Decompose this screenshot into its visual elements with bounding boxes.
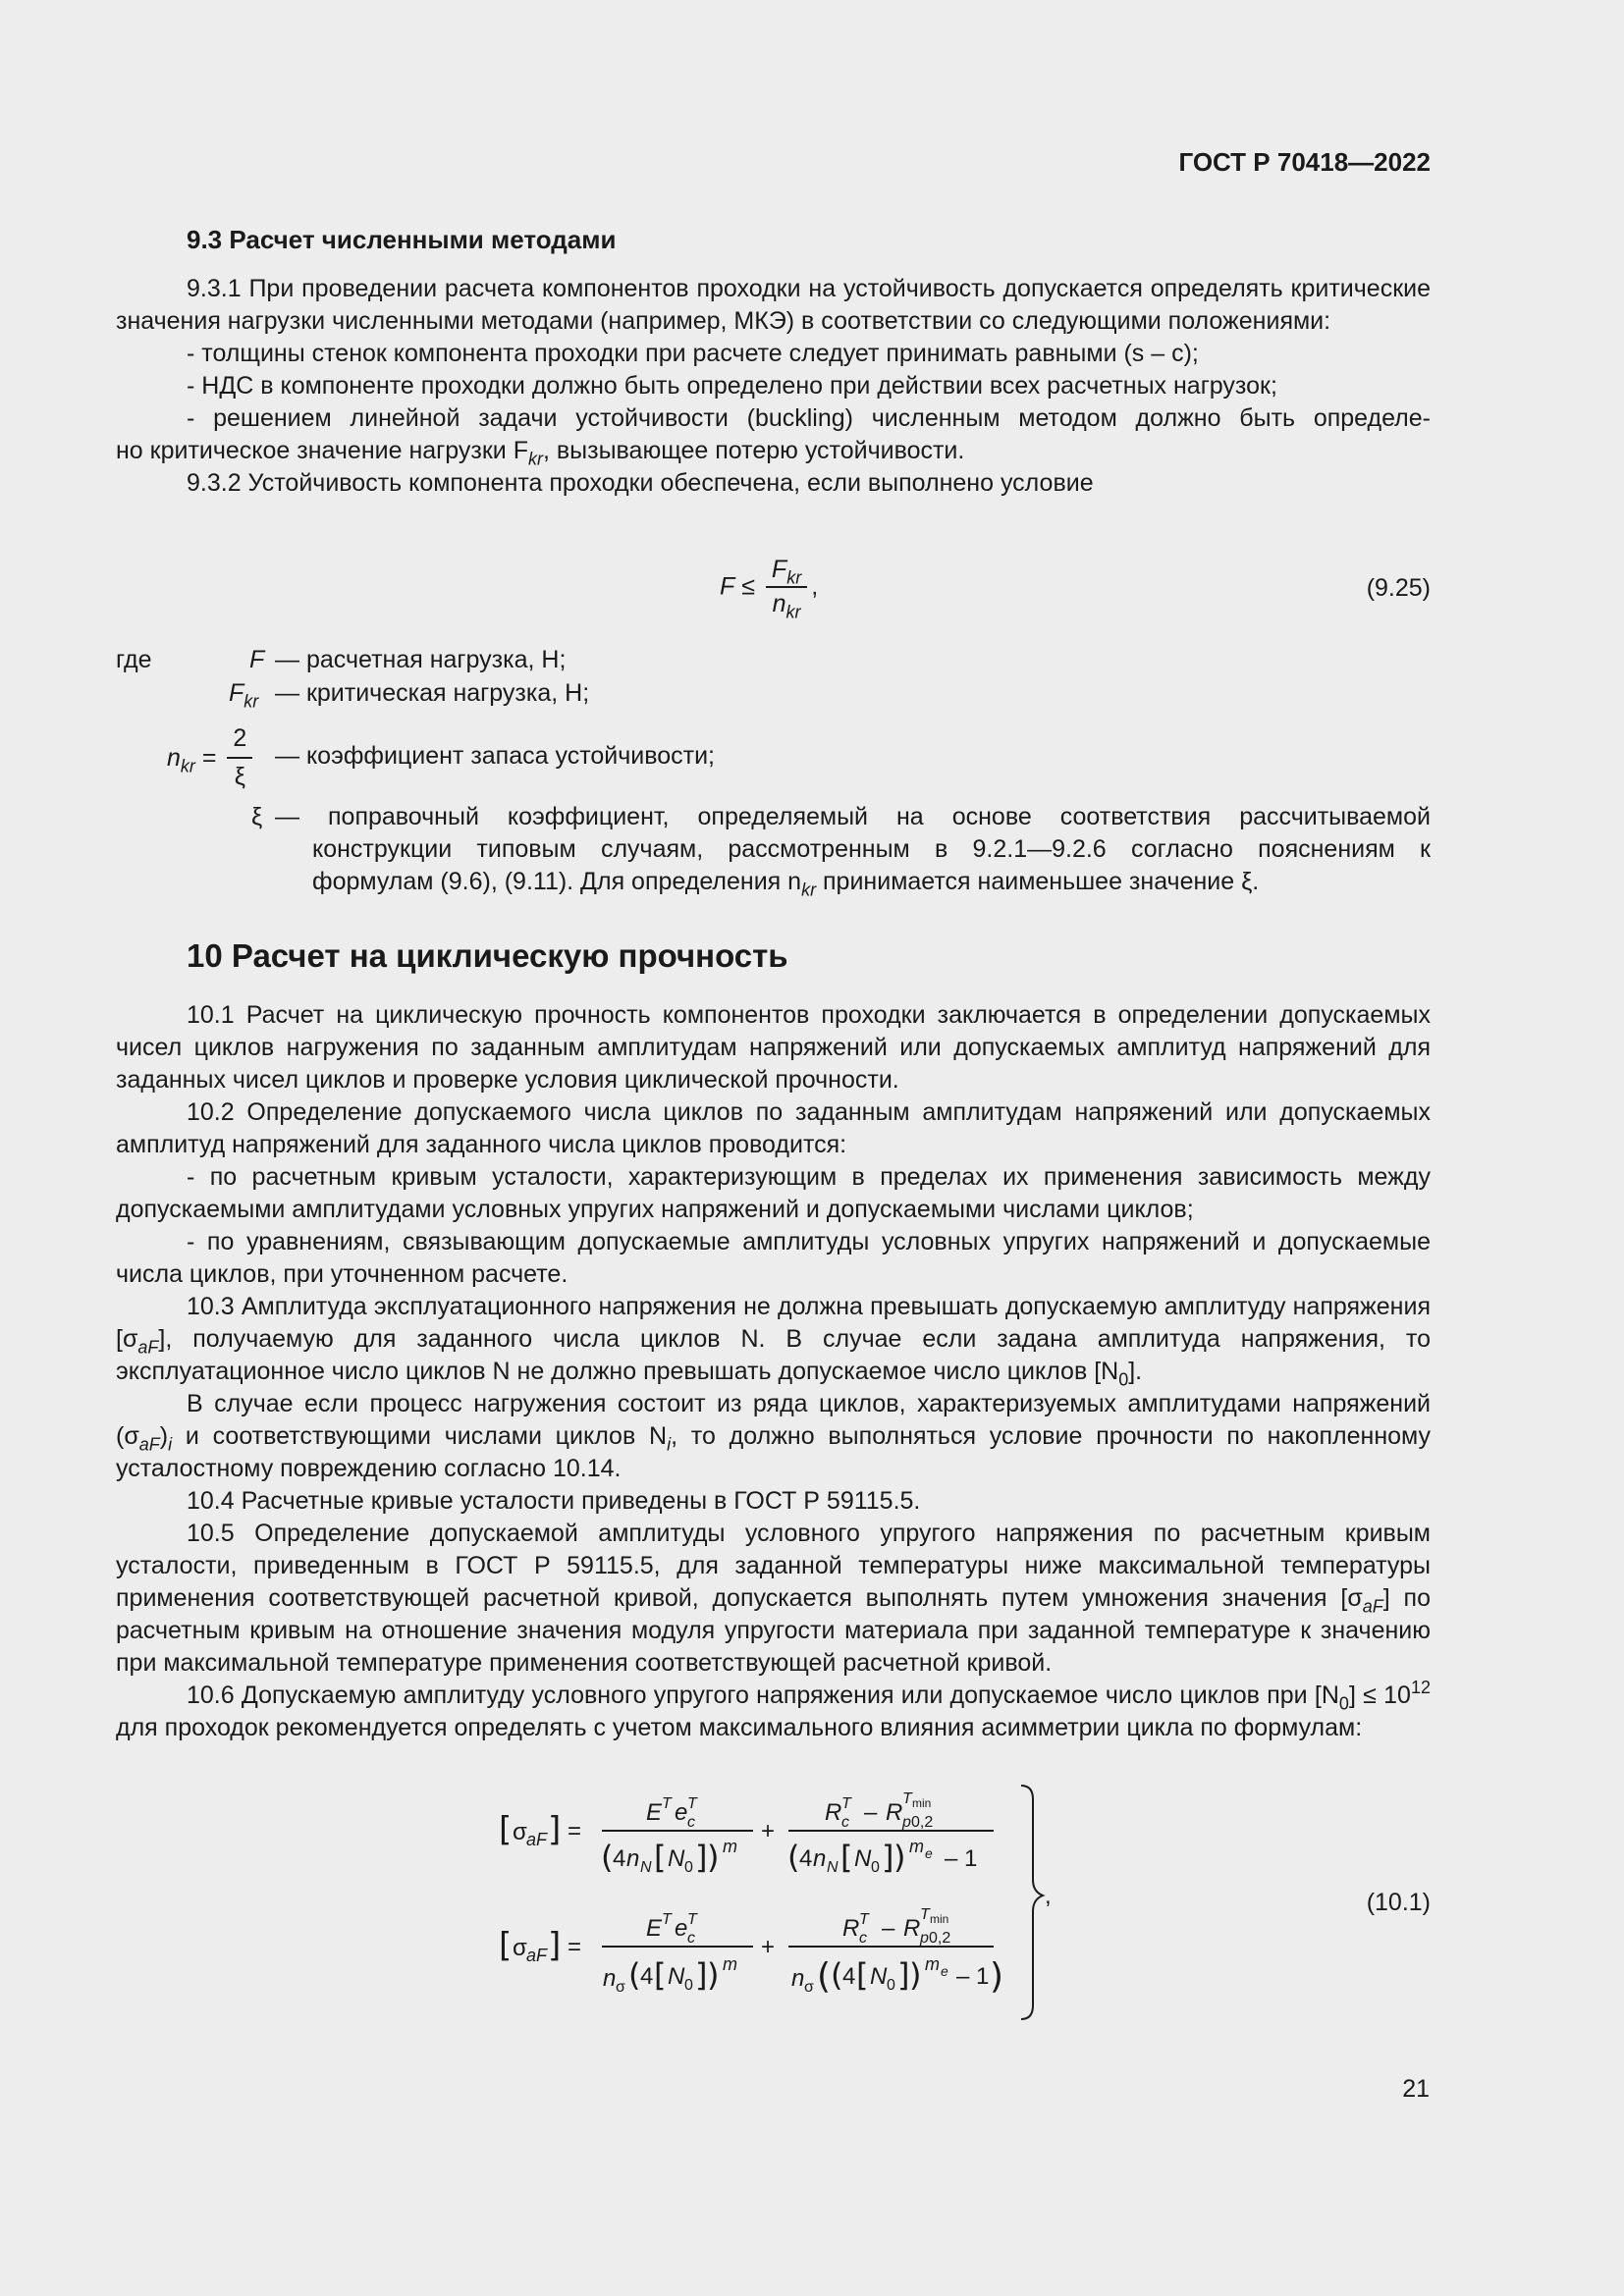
svg-text:=: = bbox=[568, 1818, 582, 1844]
svg-text:σ: σ bbox=[513, 1935, 527, 1961]
svg-text:e: e bbox=[925, 1845, 933, 1861]
svg-text:): ) bbox=[707, 1839, 720, 1876]
bullet-10-2-a: - по расчетным кривым усталости, характеризующим в пределах их применения зависимость между допускаемыми амплитудами условных упругих напряжений и допускаемыми числами циклов; bbox=[116, 1163, 1431, 1223]
svg-text:T: T bbox=[662, 1911, 672, 1928]
svg-text:T: T bbox=[902, 1790, 912, 1807]
equation-number-9-25: (9.25) bbox=[1366, 574, 1431, 602]
bullet-9-3-1-a: - толщины стенок компонента проходки при расчете следует принимать равными (s – c); bbox=[187, 340, 1199, 367]
bullet-9-3-1-c-line1: - решением линейной задачи устойчивости (buckling) численным методом должно быть определе- bbox=[187, 404, 1431, 432]
svg-text:+: + bbox=[761, 1934, 776, 1960]
svg-text:n: n bbox=[813, 1845, 827, 1872]
svg-text:N: N bbox=[668, 1963, 685, 1990]
svg-text:0,2: 0,2 bbox=[929, 1930, 951, 1947]
paragraph-10-3-cont: В случае если процесс нагружения состоит из ряда циклов, характеризуемых амплитудами напряжений $(\sigma_{aF})_i$ и соответствующими числами циклов $N_i$, то должно выполняться условие прочности по накопленному усталостному повреждению согласно 10.14. bbox=[116, 1390, 1431, 1482]
svg-text:[: [ bbox=[654, 1839, 667, 1876]
paragraph-10-2: 10.2 Определение допускаемого числа циклов по заданным амплитудам напряжений или допускаемых амплитуд напряжений для заданного числа циклов проводится: bbox=[116, 1098, 1431, 1158]
svg-text:aF: aF bbox=[526, 1830, 548, 1849]
where-symbol-xi: ξ bbox=[251, 803, 263, 830]
svg-text:R: R bbox=[886, 1799, 903, 1826]
svg-text:T: T bbox=[662, 1795, 672, 1812]
svg-text:–: – bbox=[864, 1799, 878, 1826]
svg-text:E: E bbox=[646, 1799, 663, 1826]
svg-text:[: [ bbox=[840, 1839, 853, 1876]
svg-text:]: ] bbox=[695, 1839, 708, 1876]
svg-text:m: m bbox=[909, 1837, 924, 1856]
formula-10-1-brace bbox=[1021, 1786, 1043, 2019]
svg-text:–: – bbox=[882, 1915, 895, 1942]
where-symbol-nkr: $n_{kr}$ = $\frac{2}{\xi}$ bbox=[167, 722, 256, 793]
svg-text:c: c bbox=[687, 1930, 695, 1947]
svg-text:T: T bbox=[859, 1911, 869, 1928]
svg-text:): ) bbox=[893, 1839, 906, 1876]
svg-text:,: , bbox=[1045, 1883, 1052, 1909]
section-10-title: 10 Расчет на циклическую прочность bbox=[187, 937, 788, 974]
svg-text:0: 0 bbox=[684, 1977, 693, 1994]
svg-text:0,2: 0,2 bbox=[911, 1814, 934, 1831]
formula-9-25-lhs: F ≤ bbox=[720, 572, 755, 601]
svg-text:4: 4 bbox=[799, 1845, 813, 1872]
svg-text:]: ] bbox=[548, 1926, 562, 1965]
svg-text:R: R bbox=[842, 1915, 860, 1942]
standard-header: ГОСТ Р 70418—2022 bbox=[1178, 147, 1431, 177]
svg-text:): ) bbox=[707, 1956, 720, 1994]
svg-text:R: R bbox=[903, 1915, 921, 1942]
svg-text:]: ] bbox=[548, 1810, 562, 1849]
svg-text:): ) bbox=[909, 1956, 922, 1994]
svg-text:p: p bbox=[920, 1930, 929, 1947]
svg-text:0: 0 bbox=[684, 1859, 693, 1876]
svg-text:N: N bbox=[870, 1963, 888, 1990]
svg-text:n: n bbox=[603, 1965, 617, 1992]
svg-text:4: 4 bbox=[613, 1845, 626, 1872]
svg-text:=: = bbox=[568, 1934, 582, 1960]
page-number: 21 bbox=[1402, 2075, 1430, 2103]
svg-text:m: m bbox=[723, 1954, 737, 1974]
svg-text:0: 0 bbox=[871, 1859, 880, 1876]
svg-text:T: T bbox=[920, 1906, 930, 1923]
svg-text:R: R bbox=[825, 1799, 842, 1826]
section-9-3-body bbox=[116, 273, 1431, 500]
paragraph-10-1: 10.1 Расчет на циклическую прочность компонентов проходки заключается в определении допускаемых чисел циклов нагружения по заданным амплитудам напряжений или допускаемых амплитуд напряжений для заданных чисел циклов и проверке условия циклической прочности. bbox=[116, 1001, 1431, 1094]
svg-text:N: N bbox=[827, 1859, 839, 1876]
svg-text:N: N bbox=[640, 1859, 652, 1876]
svg-text:min: min bbox=[912, 1796, 932, 1810]
svg-text:c: c bbox=[859, 1930, 867, 1947]
svg-text:4: 4 bbox=[842, 1963, 856, 1990]
formula-10-1-line2 bbox=[499, 1906, 1003, 1997]
svg-text:[: [ bbox=[856, 1956, 869, 1994]
where-desc-F: — расчетная нагрузка, Н; bbox=[275, 646, 567, 673]
svg-text:e: e bbox=[941, 1963, 948, 1979]
formula-10-1 bbox=[491, 1782, 1080, 2027]
svg-text:σ: σ bbox=[513, 1819, 527, 1845]
paragraph-10-6: 10.6 Допускаемую амплитуду условного упругого напряжения или допускаемое число циклов при $[N_0] \le 10^{12}$ для проходок рекомендуется определять с учетом максимального влияния асимметрии цикла по формулам: bbox=[116, 1678, 1431, 1741]
svg-text:n: n bbox=[626, 1845, 640, 1872]
bullet-10-2-b: - по уравнениям, связывающим допускаемые амплитуды условных упругих напряжений и допускаемые числа циклов, при уточненном расчете. bbox=[116, 1228, 1431, 1288]
svg-text:4: 4 bbox=[640, 1963, 654, 1990]
svg-text:n: n bbox=[791, 1965, 805, 1992]
where-symbol-F: F bbox=[249, 646, 265, 673]
where-symbol-Fkr: $F_{kr}$ bbox=[229, 679, 259, 712]
svg-text:m: m bbox=[925, 1954, 940, 1974]
svg-text:e: e bbox=[675, 1915, 688, 1942]
svg-text:T: T bbox=[841, 1795, 851, 1812]
paragraph-10-3: 10.3 Амплитуда эксплуатационного напряжения не должна превышать допускаемую амплитуду напряжения $[\sigma_{aF}]$, получаемую для заданного числа циклов N. В случае если задана амплитуда напряжения, то эксплуатационное число циклов N не должно превышать допускаемое число циклов $[N_0]$. bbox=[116, 1293, 1431, 1390]
svg-text:c: c bbox=[841, 1814, 849, 1831]
svg-text:– 1: – 1 bbox=[956, 1963, 990, 1990]
paragraph-10-5: 10.5 Определение допускаемой амплитуды условного упругого напряжения по расчетным кривым усталости, приведенным в ГОСТ Р 59115.5, для заданной температуры ниже максимальной температуры применения соответствующей расчетной кривой, допускается выполнять путем умножения значения $[\sigma_{aF}]$ по расчетным кривым на отношение значения модуля упругости материала при заданной температуре к значению при максимальной температуре применения соответствующей расчетной кривой. bbox=[116, 1520, 1431, 1677]
svg-text:– 1: – 1 bbox=[945, 1845, 978, 1872]
svg-text:]: ] bbox=[882, 1839, 894, 1876]
svg-text:0: 0 bbox=[887, 1977, 895, 1994]
svg-text:[: [ bbox=[499, 1926, 513, 1965]
where-label: где bbox=[116, 646, 152, 673]
svg-text:aF: aF bbox=[526, 1946, 548, 1965]
svg-text:(: ( bbox=[628, 1956, 641, 1994]
svg-text:m: m bbox=[723, 1837, 737, 1856]
svg-text:N: N bbox=[668, 1845, 685, 1872]
svg-text:[: [ bbox=[499, 1810, 513, 1849]
where-desc-Fkr: — критическая нагрузка, Н; bbox=[275, 679, 590, 707]
bullet-9-3-1-b: - НДС в компоненте проходки должно быть определено при действии всех расчетных нагрузок; bbox=[187, 372, 1277, 400]
svg-text:]: ] bbox=[695, 1956, 708, 1994]
where-desc-xi: — поправочный коэффициент, определяемый на основе соответствия рассчитываемой конструкции типовым случаям, рассмотренным в 9.2.1—9.2.6 согласно пояснениям к формулам (9.6), (9.11). Для определения $n_{kr}$ принимается наименьшее значение ξ. bbox=[275, 803, 1431, 900]
svg-text:N: N bbox=[854, 1845, 872, 1872]
svg-text:): ) bbox=[990, 1956, 1004, 1997]
paragraph-9-3-2: 9.3.2 Устойчивость компонента проходки обеспечена, если выполнено условие bbox=[187, 469, 1094, 497]
svg-text:(: ( bbox=[787, 1839, 800, 1876]
bullet-9-3-1-c-line2: но критическое значение нагрузки $F_{kr}$, вызывающее потерю устойчивости. bbox=[116, 437, 965, 469]
equation-number-10-1: (10.1) bbox=[1366, 1889, 1431, 1916]
svg-text:[: [ bbox=[654, 1956, 667, 1994]
paragraph-10-4: 10.4 Расчетные кривые усталости приведены в ГОСТ Р 59115.5. bbox=[187, 1487, 921, 1515]
svg-text:E: E bbox=[646, 1915, 663, 1942]
svg-text:T: T bbox=[687, 1911, 697, 1928]
svg-text:σ: σ bbox=[616, 1979, 625, 1996]
svg-text:σ: σ bbox=[804, 1979, 814, 1996]
paragraph-9-3-1: 9.3.1 При проведении расчета компонентов проходки на устойчивость допускается определять критические значения нагрузки численными методами (например, МКЭ) в соответствии со следующими положениями: bbox=[116, 275, 1431, 335]
where-desc-nkr: — коэффициент запаса устойчивости; bbox=[275, 742, 715, 770]
svg-text:p: p bbox=[902, 1814, 911, 1831]
svg-text:c: c bbox=[687, 1814, 695, 1831]
svg-text:(: ( bbox=[817, 1956, 832, 1997]
svg-text:+: + bbox=[761, 1818, 776, 1844]
formula-10-1-line1 bbox=[499, 1790, 994, 1876]
svg-text:]: ] bbox=[897, 1956, 910, 1994]
svg-text:e: e bbox=[675, 1799, 688, 1826]
svg-text:T: T bbox=[687, 1795, 697, 1812]
svg-text:min: min bbox=[930, 1912, 949, 1926]
section-9-3-title: 9.3 Расчет численными методами bbox=[187, 225, 617, 254]
formula-9-25: F ≤ $\frac{F_{kr}}{n_{kr}}$ , bbox=[720, 556, 819, 622]
svg-text:(: ( bbox=[601, 1839, 614, 1876]
svg-text:(: ( bbox=[831, 1956, 843, 1994]
section-10-body bbox=[116, 999, 1431, 1744]
